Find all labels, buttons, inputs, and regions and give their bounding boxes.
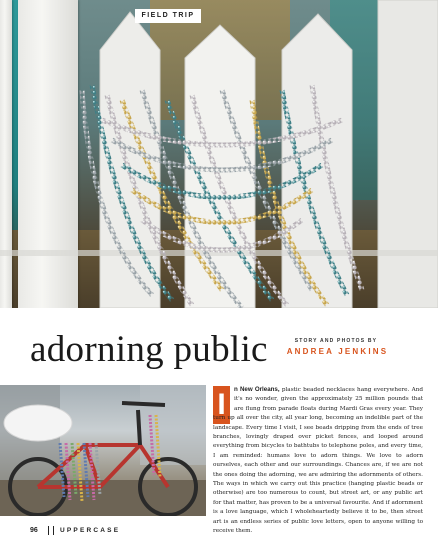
section-tag: FIELD TRIP xyxy=(135,9,201,23)
article-body xyxy=(213,385,423,537)
magazine-name: UPPERCASE xyxy=(60,527,121,534)
article-title: adorning public xyxy=(30,329,268,370)
byline-label: STORY AND PHOTOS BY xyxy=(294,338,378,344)
footer-separator xyxy=(48,526,54,535)
article-text: plastic beaded necklaces hang everywhere. And it's no wonder, given the approximately 25 million pounds that are flung from parade floats during Mardi Gras every year. They turn up all over the city, all year long, becoming an indelible part of the landscape. Every time I visit, I see beads dripping from the ends of tree branches, lovingly draped over picket fences, and looped around everything from bicycles to bathtubs to telephone poles, and every time, I am reminded: humans love to adorn things. We love to adorn ourselves, each other and our surroundings. Chances are, if we are not the ones doing the adorning, we are admiring the adornments of others. The ways in which we carry out this practice (hanging plastic beads or otherwise) are too numerous to count, but street art, or any public art for that matter, has proven to be a universal favourite. And if adornment is a love language, which I wholeheartedly believe it to be, then street art is an endless series of public love letters, open to anyone willing to receive them. xyxy=(213,387,423,535)
article-lead: n New Orleans, xyxy=(234,386,280,393)
drop-cap-letter: I xyxy=(217,388,226,421)
page-number: 96 xyxy=(30,527,38,534)
bicycle-photo xyxy=(0,385,206,516)
drop-cap-spacer xyxy=(213,385,234,413)
bicycle-illustration-svg xyxy=(0,385,206,516)
bead-necklaces-svg xyxy=(72,80,372,308)
byline-name: ANDREA JENKINS xyxy=(286,347,389,356)
